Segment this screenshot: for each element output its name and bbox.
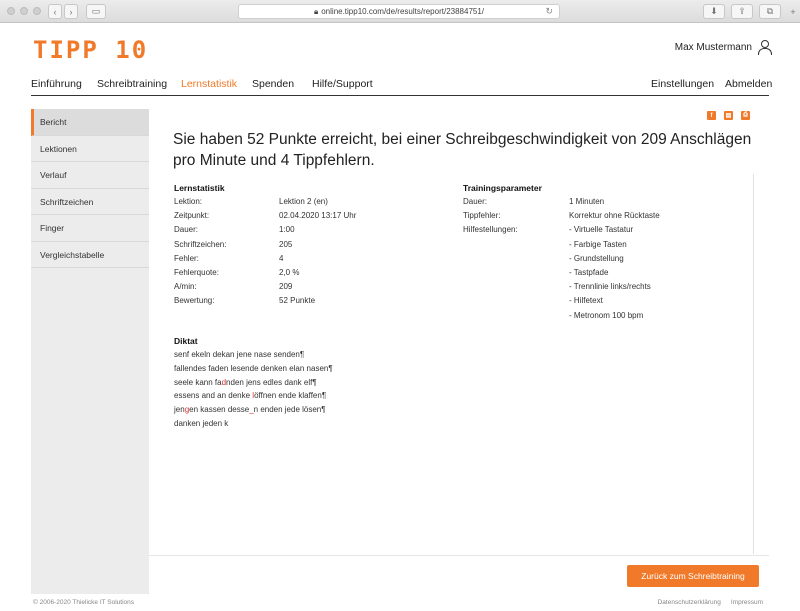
privacy-link[interactable]: Datenschutzerklärung (657, 599, 721, 606)
diktat-text: nden jens edles dank elf¶ (226, 377, 317, 387)
param-label (463, 309, 569, 323)
param-row (463, 252, 719, 266)
print-icon[interactable]: ⎙ (741, 111, 750, 120)
diktat-text: danken jeden k (174, 418, 229, 428)
stat-value: 1:00 (279, 225, 295, 235)
zoom-window-button[interactable] (33, 7, 41, 15)
param-row (463, 309, 719, 323)
stat-label: Schriftzeichen: (174, 239, 227, 249)
stat-row (174, 294, 429, 308)
back-arrow-icon[interactable]: ‹ (48, 4, 62, 19)
param-label: Hilfestellungen: (463, 225, 518, 235)
param-label (463, 294, 569, 308)
diktat-line (174, 403, 333, 417)
param-value: - Virtuelle Tastatur (569, 225, 634, 235)
new-tab-icon[interactable]: + (790, 6, 796, 17)
param-value: Korrektur ohne Rücktaste (569, 211, 660, 221)
diktat-line (174, 362, 333, 376)
stat-value: 2,0 % (279, 267, 300, 277)
user-name: Max Mustermann (674, 41, 752, 53)
main-navigation (31, 78, 773, 96)
report-panel (149, 109, 769, 594)
param-label (463, 266, 569, 280)
param-value: 1 Minuten (569, 197, 605, 206)
pdf-export-icon[interactable]: ▤ (725, 113, 732, 119)
diktat-text: öffnen ende klaffen¶ (254, 391, 327, 401)
param-row (463, 195, 719, 209)
diktat-line (174, 348, 333, 362)
sidebar-item-vergleichstabelle[interactable]: Vergleichstabelle (31, 242, 149, 269)
param-row (463, 209, 719, 223)
diktat-text: seele kann fa (174, 377, 222, 387)
address-bar[interactable] (238, 4, 560, 19)
diktat-text: essens and an denke (174, 391, 253, 401)
diktat-error-char: _ (249, 405, 254, 415)
param-label: Dauer: (463, 197, 488, 206)
param-value: - Trennlinie links/rechts (569, 282, 651, 292)
diktat-section (174, 335, 333, 431)
facebook-icon[interactable]: f (707, 111, 716, 120)
stat-value: 205 (279, 239, 293, 249)
stat-row (174, 280, 429, 294)
tabs-overview-icon[interactable]: ⧉ (759, 4, 781, 19)
lernstatistik-section (174, 182, 429, 309)
diktat-line (174, 376, 333, 390)
sidebar-item-schriftzeichen[interactable]: Schriftzeichen (31, 189, 149, 216)
divider (149, 555, 769, 556)
param-value: - Farbige Tasten (569, 239, 627, 249)
stat-row (174, 195, 429, 209)
stat-label: Fehler: (174, 253, 199, 263)
param-row (463, 266, 719, 280)
stat-row (174, 252, 429, 266)
back-to-training-button[interactable]: Zurück zum Schreibtraining (627, 565, 759, 587)
tipp10-logo[interactable]: TIPP 10 (33, 36, 149, 64)
param-value: - Grundstellung (569, 253, 624, 263)
stat-label: Dauer: (174, 225, 199, 235)
minimize-window-button[interactable] (20, 7, 28, 15)
lernstatistik-title: Lernstatistik (174, 183, 225, 193)
param-label (463, 238, 569, 252)
sidebar-item-bericht[interactable]: Bericht (31, 109, 149, 136)
sidebar-item-finger[interactable]: Finger (31, 215, 149, 242)
nav-einstellungen[interactable]: Einstellungen (651, 78, 715, 90)
param-row (463, 223, 719, 237)
download-icon[interactable]: ⬇︎ (703, 4, 725, 19)
stat-row (174, 223, 429, 237)
nav-abmelden[interactable]: Abmelden (725, 78, 773, 90)
sidebar-toggle-icon[interactable]: ▭ (86, 4, 106, 19)
close-window-button[interactable] (7, 7, 15, 15)
forward-arrow-icon[interactable]: › (64, 4, 78, 19)
lock-icon: 🔒︎ (313, 6, 319, 16)
nav-einfuehrung[interactable]: Einführung (31, 78, 82, 90)
stat-value: Lektion 2 (en) (279, 197, 328, 206)
stat-label: Lektion: (174, 197, 203, 206)
stat-row (174, 238, 429, 252)
diktat-text: jen (174, 405, 185, 415)
nav-lernstatistik[interactable]: Lernstatistik (181, 78, 238, 90)
browser-toolbar (0, 0, 800, 23)
stat-value: 02.04.2020 13:17 Uhr (279, 211, 357, 221)
sidebar-item-verlauf[interactable]: Verlauf (31, 162, 149, 189)
diktat-text: en kassen desse (189, 405, 250, 415)
stat-label: Zeitpunkt: (174, 211, 210, 221)
user-menu[interactable] (675, 40, 770, 54)
stat-value: 4 (279, 253, 284, 263)
nav-hilfe-support[interactable]: Hilfe/Support (312, 78, 373, 90)
param-label (463, 280, 569, 294)
nav-schreibtraining[interactable]: Schreibtraining (97, 78, 168, 90)
param-row (463, 238, 719, 252)
diktat-line (174, 389, 333, 403)
trainingsparameter-section (463, 182, 719, 323)
param-value: - Hilfetext (569, 296, 603, 306)
param-value: - Metronom 100 bpm (569, 310, 644, 320)
scrollbar[interactable] (753, 174, 759, 554)
diktat-title: Diktat (174, 336, 198, 346)
param-label (463, 252, 569, 266)
url-text: online.tipp10.com/de/results/report/23884751/ (321, 7, 485, 16)
diktat-line (174, 417, 333, 431)
stat-value: 52 Punkte (279, 296, 316, 306)
sidebar (31, 109, 149, 594)
param-label: Tippfehler: (463, 211, 501, 221)
diktat-error-char: g (184, 405, 190, 415)
stat-row (174, 209, 429, 223)
legal-links (658, 599, 763, 606)
diktat-error-char: l (252, 391, 255, 401)
diktat-error-char: d (221, 377, 227, 387)
trainingsparameter-title: Trainingsparameter (463, 183, 542, 193)
stat-label: A/min: (174, 282, 197, 292)
diktat-text: senf ekeln dekan jene nase senden¶ (174, 350, 305, 359)
param-row (463, 280, 719, 294)
stat-value: 209 (279, 282, 293, 292)
stat-label: Fehlerquote: (174, 267, 219, 277)
diktat-text: fallendes faden lesende denken elan nasen¶ (174, 363, 333, 373)
param-value: - Tastpfade (569, 267, 609, 277)
export-tools (707, 111, 750, 120)
imprint-link[interactable]: Impressum (730, 599, 763, 606)
diktat-text: n enden jede lösen¶ (253, 405, 326, 415)
param-row (463, 294, 719, 308)
share-icon[interactable]: ⇪ (731, 4, 753, 19)
stat-label: Bewertung: (174, 296, 215, 306)
reload-icon[interactable]: ↻ (545, 6, 553, 16)
report-headline: Sie haben 52 Punkte erreicht, bei einer Schreibgeschwindigkeit von 209 Anschlägen pro Minute und 4 Tippfehlern. (173, 131, 752, 169)
user-icon (758, 40, 770, 54)
sidebar-item-lektionen[interactable]: Lektionen (31, 136, 149, 163)
copyright: © 2006-2020 Thielicke IT Solutions (33, 599, 135, 606)
stat-row (174, 266, 429, 280)
nav-spenden[interactable]: Spenden (252, 78, 295, 90)
